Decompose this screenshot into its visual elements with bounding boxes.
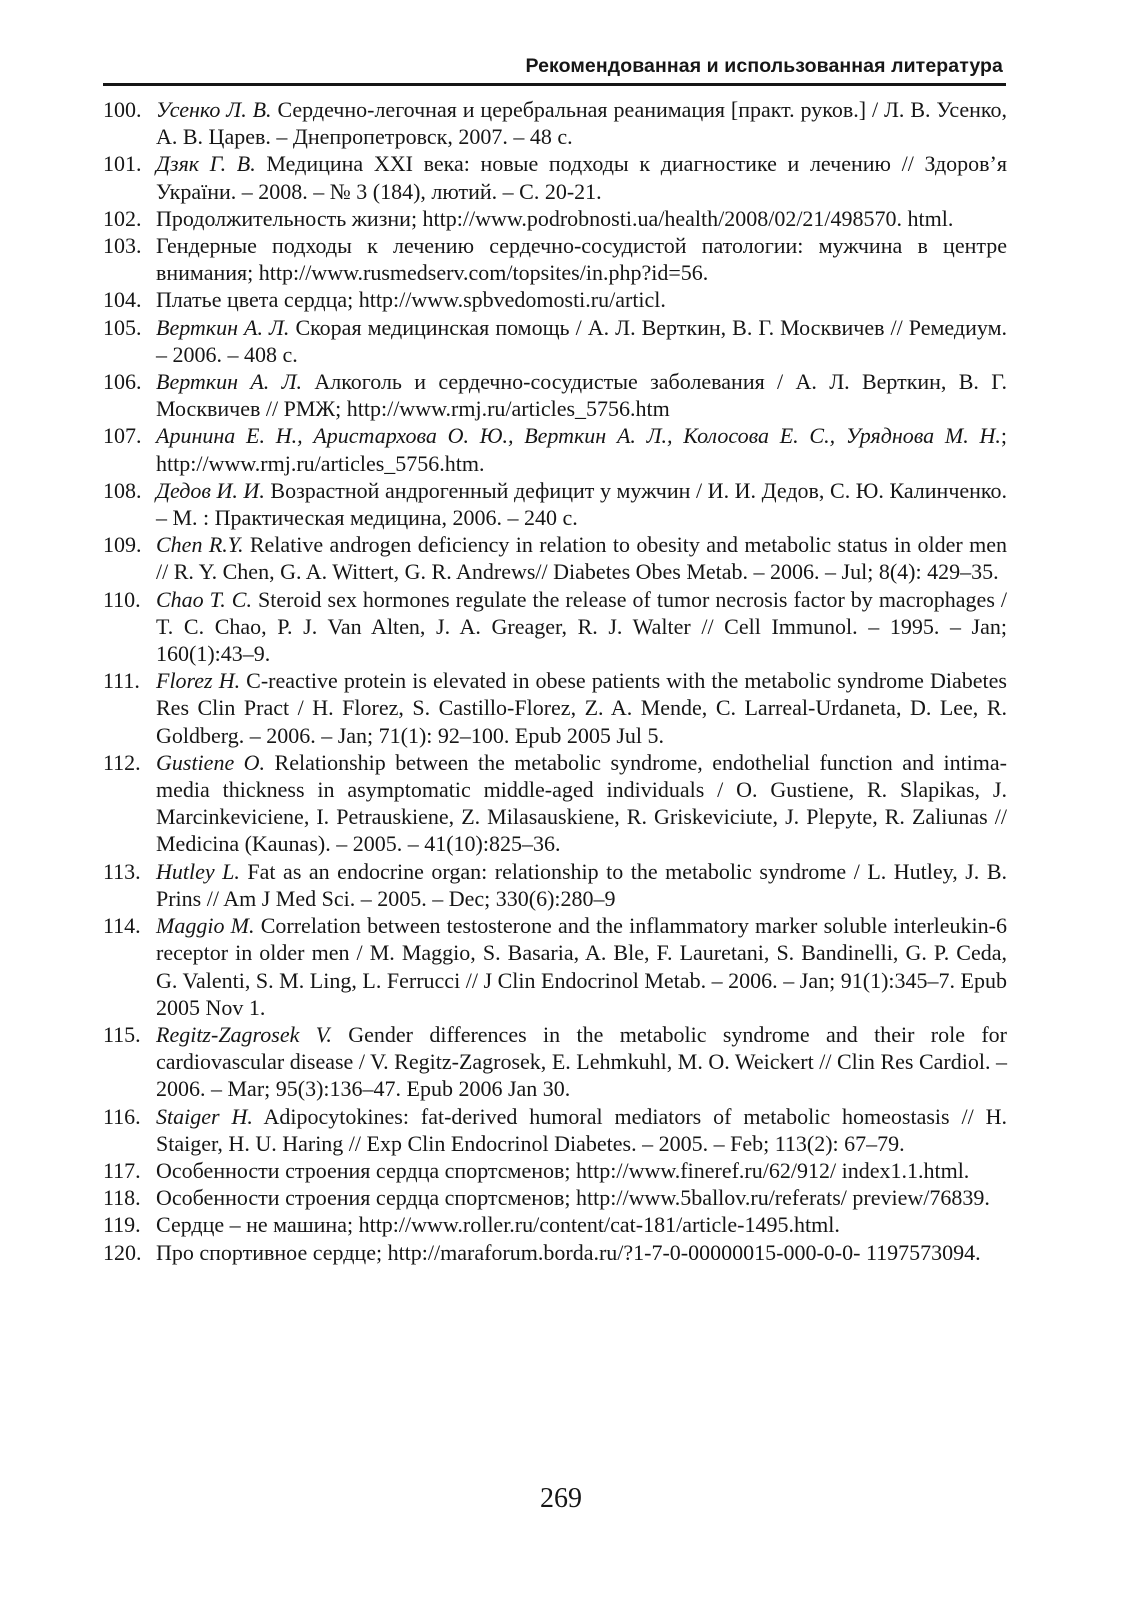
reference-item bbox=[103, 1103, 1007, 1157]
reference-details: Алкоголь и сердечно-сосудистые заболевания / А. Л. Верткин, В. Г. Москвичев // РМЖ; http://www.rmj.ru/articles_5756.htm bbox=[156, 369, 1007, 422]
reference-number: 119. bbox=[103, 1212, 141, 1238]
reference-item bbox=[103, 232, 1007, 286]
reference-text bbox=[156, 205, 1007, 232]
reference-details: ; http://www.rmj.ru/articles_5756.htm. bbox=[156, 423, 1007, 476]
reference-number: 118. bbox=[103, 1185, 141, 1211]
reference-item bbox=[103, 205, 1007, 232]
reference-item bbox=[103, 150, 1007, 204]
reference-number: 110. bbox=[103, 586, 141, 612]
reference-details: Возрастной андрогенный дефицит у мужчин / И. И. Дедов, С. Ю. Калинченко. – М. : Практическая медицина, 2006. – 240 с. bbox=[156, 477, 1007, 531]
reference-author: Florez H. bbox=[156, 668, 241, 694]
reference-item bbox=[103, 1157, 1007, 1184]
reference-text bbox=[156, 422, 1007, 476]
reference-details: Relative androgen deficiency in relation to obesity and metabolic status in older men // R. Y. Chen, G. A. Wittert, G. R. Andrews// Diabetes Obes Metab. – 2006. – Jul; 8(4): 429–35. bbox=[156, 532, 1007, 585]
reference-text bbox=[156, 368, 1007, 422]
reference-item bbox=[103, 96, 1007, 150]
reference-author: Regitz-Zagrosek V. bbox=[156, 1021, 332, 1047]
reference-number: 113. bbox=[103, 858, 141, 884]
reference-details: Скорая медицинская помощь / А. Л. Верткин, В. Г. Москвичев // Ремедиум. – 2006. – 408 с. bbox=[156, 314, 1007, 367]
reference-details: Correlation between testosterone and the inflammatory marker soluble interleukin-6 receptor in older men / M. Maggio, S. Basaria, A. Ble, F. Lauretani, S. Bandinelli, G. P. Ceda, G. Valenti, S. M. Ling, L. Ferrucci // J Clin Endocrinol Metab. – 2006. – Jan; 91(1):345–7. Epub 2005 Nov 1. bbox=[156, 913, 1007, 1020]
reference-text bbox=[156, 1239, 1007, 1266]
reference-item bbox=[103, 1184, 1007, 1211]
reference-number: 107. bbox=[103, 423, 142, 449]
reference-number: 117. bbox=[103, 1157, 141, 1183]
reference-item bbox=[103, 1211, 1007, 1238]
reference-author: Chao T. C. bbox=[156, 586, 252, 612]
page-number: 269 bbox=[540, 1483, 582, 1514]
reference-text bbox=[156, 912, 1007, 1021]
reference-author: Верткин А. Л. bbox=[156, 369, 302, 395]
reference-details: Платье цвета сердца; http://www.spbvedomosti.ru/articl. bbox=[156, 287, 666, 313]
reference-details: Медицина XXI века: новые подходы к диагностике и лечению // Здоров’я України. – 2008. – № 3 (184), лютий. – С. 20-21. bbox=[156, 151, 1007, 204]
reference-text bbox=[156, 286, 1007, 313]
reference-details: Продолжительность жизни; http://www.podrobnosti.ua/health/2008/02/21/498570. html. bbox=[156, 205, 954, 231]
reference-item bbox=[103, 858, 1007, 912]
reference-number: 103. bbox=[103, 233, 142, 259]
reference-text bbox=[156, 1211, 1007, 1238]
reference-number: 106. bbox=[103, 369, 142, 395]
reference-details: Гендерные подходы к лечению сердечно-сосудистой патологии: мужчина в центре внимания; http://www.rusmedserv.com/topsites/in.php?id=56. bbox=[156, 233, 1007, 286]
reference-details: Сердечно-легочная и церебральная реанимация [практ. руков.] / Л. В. Усенко, А. В. Царев. – Днепропетровск, 2007. – 48 с. bbox=[156, 97, 1007, 150]
reference-author: Staiger H. bbox=[156, 1103, 253, 1129]
reference-number: 112. bbox=[103, 749, 141, 775]
reference-item bbox=[103, 667, 1007, 749]
running-title: Рекомендованная и использованная литература bbox=[525, 55, 1003, 77]
reference-details: Adipocytokines: fat-derived humoral mediators of metabolic homeostasis // H. Staiger, H. U. Haring // Exp Clin Endocrinol Diabetes. – 2005. – Feb; 113(2): 67–79. bbox=[156, 1103, 1007, 1156]
reference-number: 101. bbox=[103, 151, 142, 177]
reference-details: Особенности строения сердца спортсменов; http://www.5ballov.ru/referats/ preview/76839. bbox=[156, 1185, 990, 1211]
reference-number: 115. bbox=[103, 1021, 141, 1047]
reference-details: Gender differences in the metabolic syndrome and their role for cardiovascular disease / V. Regitz-Zagrosek, E. Lehmkuhl, M. O. Weickert // Clin Res Cardiol. – 2006. – Mar; 95(3):136–47. Epub 2006 Jan 30. bbox=[156, 1021, 1007, 1102]
reference-details: Сердце – не машина; http://www.roller.ru/content/cat-181/article-1495.html. bbox=[156, 1212, 840, 1238]
reference-item bbox=[103, 477, 1007, 531]
reference-item bbox=[103, 586, 1007, 668]
reference-text bbox=[156, 749, 1007, 858]
reference-text bbox=[156, 1184, 1007, 1211]
reference-author: Gustiene O. bbox=[156, 749, 266, 775]
reference-author: Верткин А. Л. bbox=[156, 314, 290, 340]
reference-author: Дедов И. И. bbox=[156, 477, 265, 503]
reference-item bbox=[103, 368, 1007, 422]
reference-number: 109. bbox=[103, 532, 142, 558]
reference-item bbox=[103, 314, 1007, 368]
reference-text bbox=[156, 477, 1007, 531]
reference-author: Дзяк Г. В. bbox=[156, 151, 256, 177]
reference-number: 105. bbox=[103, 314, 142, 340]
reference-text bbox=[156, 586, 1007, 668]
reference-text bbox=[156, 858, 1007, 912]
reference-item bbox=[103, 531, 1007, 585]
reference-details: Steroid sex hormones regulate the release of tumor necrosis factor by macrophages / T. C. Chao, P. J. Van Alten, J. A. Greager, R. J. Walter // Cell Immunol. – 1995. – Jan; 160(1):43–9. bbox=[156, 586, 1008, 667]
reference-author: Аринина Е. Н., Аристархова О. Ю., Верткин А. Л., Колосова Е. С., Уряднова М. Н. bbox=[156, 423, 1001, 449]
reference-list bbox=[103, 96, 1007, 1266]
reference-number: 111. bbox=[103, 668, 140, 694]
reference-text bbox=[156, 96, 1007, 150]
reference-details: Особенности строения сердца спортсменов; http://www.fineref.ru/62/912/ index1.1.html. bbox=[156, 1157, 970, 1183]
reference-text bbox=[156, 314, 1007, 368]
reference-details: Про спортивное сердце; http://maraforum.borda.ru/?1-7-0-00000015-000-0-0- 1197573094. bbox=[156, 1239, 981, 1265]
running-header bbox=[103, 52, 1006, 86]
reference-item bbox=[103, 912, 1007, 1021]
reference-item bbox=[103, 749, 1007, 858]
reference-author: Maggio M. bbox=[156, 913, 255, 939]
reference-text bbox=[156, 667, 1007, 749]
reference-number: 108. bbox=[103, 477, 142, 503]
reference-text bbox=[156, 531, 1007, 585]
reference-number: 102. bbox=[103, 205, 142, 231]
reference-number: 104. bbox=[103, 287, 142, 313]
reference-author: Усенко Л. В. bbox=[156, 97, 272, 122]
reference-text bbox=[156, 1103, 1007, 1157]
reference-details: Relationship between the metabolic syndrome, endothelial function and intima-media thickness in asymptomatic middle-aged individuals / O. Gustiene, R. Slapikas, J. Marcinkeviciene, I. Petrauskiene, Z. Milasauskiene, R. Griskeviciute, J. Plepyte, R. Zaliunas // Medicina (Kaunas). – 2005. – 41(10):825–36. bbox=[156, 749, 1007, 857]
reference-number: 100. bbox=[103, 97, 142, 122]
reference-text bbox=[156, 150, 1007, 204]
reference-text bbox=[156, 1157, 1007, 1184]
reference-item bbox=[103, 1239, 1007, 1266]
reference-author: Chen R.Y. bbox=[156, 532, 244, 558]
reference-number: 116. bbox=[103, 1103, 141, 1129]
reference-text bbox=[156, 1021, 1007, 1103]
reference-number: 120. bbox=[103, 1239, 142, 1265]
reference-details: Fat as an endocrine organ: relationship to the metabolic syndrome / L. Hutley, J. B. Prins // Am J Med Sci. – 2005. – Dec; 330(6):280–9 bbox=[156, 858, 1007, 911]
reference-item bbox=[103, 422, 1007, 476]
reference-author: Hutley L. bbox=[156, 858, 240, 884]
reference-details: C-reactive protein is elevated in obese patients with the metabolic syndrome Diabetes Res Clin Pract / H. Florez, S. Castillo-Florez, Z. A. Mende, C. Larreal-Urdaneta, D. Lee, R. Goldberg. – 2006. – Jan; 71(1): 92–100. Epub 2005 Jul 5. bbox=[156, 668, 1007, 748]
reference-item bbox=[103, 1021, 1007, 1103]
reference-item bbox=[103, 286, 1007, 313]
reference-number: 114. bbox=[103, 913, 141, 939]
reference-text bbox=[156, 232, 1007, 286]
